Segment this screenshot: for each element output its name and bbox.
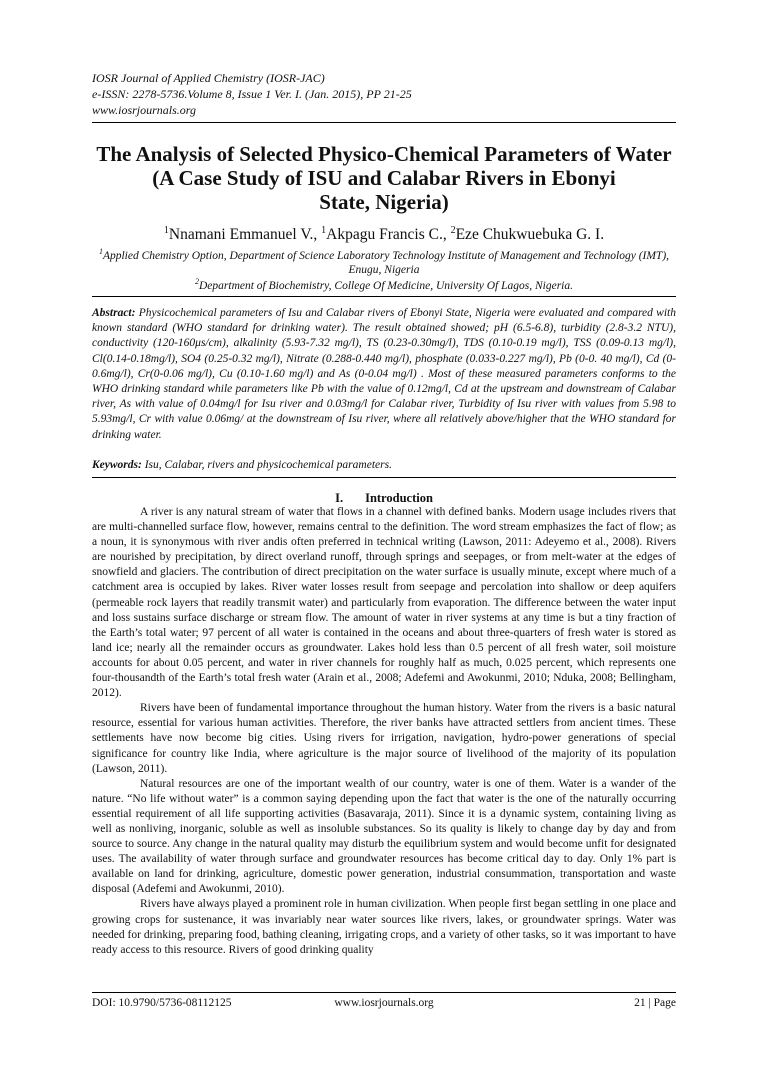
affiliation-text: Department of Biochemistry, College Of Medicine, University Of Lagos, Nigeria. bbox=[198, 279, 573, 292]
author-sup: 2 bbox=[450, 225, 456, 236]
abstract-top-rule bbox=[92, 296, 676, 297]
journal-header bbox=[92, 70, 676, 118]
journal-url: www.iosrjournals.org bbox=[92, 103, 197, 117]
affiliation-1 bbox=[92, 245, 676, 277]
abstract bbox=[92, 306, 676, 443]
abstract-label: Abstract: bbox=[92, 307, 136, 319]
paragraph: Natural resources are one of the important wealth of our country, water is one of them. Water is a wander of the nature. “No life without water” is a common saying depending upon the fact that water is the one of the naturally occurring essential requirement of all life supporting activities (Basavaraja, 2011). Since it is a dynamic system, containing living as well as nonliving, inorganic, soluble as well as insoluble substances. So its quality is likely to change day by day and from source to source. Any change in the natural quality may disturb the equilibrium system and would become unfit for designated uses. The availability of water through surface and groundwater resources has become critical day to day. Only 1% part is available on land for drinking, agriculture, domestic power generation, industrial consummation, transportation and waste disposal (Adefemi and Awokunmi, 2010). bbox=[92, 777, 676, 896]
footer-url[interactable]: www.iosrjournals.org bbox=[334, 997, 434, 1009]
footer-rule bbox=[92, 992, 676, 993]
author-name: Eze Chukwuebuka G. I. bbox=[455, 226, 605, 244]
footer-doi: DOI: 10.9790/5736-08112125 bbox=[92, 997, 232, 1009]
paragraph: A river is any natural stream of water that flows in a channel with defined banks. Modern usage includes rivers that are multi-channelled surface flow, however, remains central to the definition. The word stream emphasizes the fact of flow; as a noun, it is synonymous with river andis often preferred in technical writing (Lawson, 2011: Adeyemo et al., 2008). Rivers are nourished by precipitation, by direct overland runoff, through springs and seepages, or from melt-water at the edges of snowfield and glaciers. The contribution of direct precipitation on the water surface is usually minute, except where much of a catchment area is occupied by lakes. River water losses result from seepage and percolation into shallow or deep aquifers (permeable rock layers that readily transmit water) and particularly from evaporation. The difference between the water input and loss sustains surface discharge or stream flow. The amount of water in river systems at any time is but a tiny fraction of the Earth’s total water; 97 percent of all water is contained in the oceans and about three-quarters of fresh water is stored as land ice; nearly all the remainder occurs as groundwater. Lakes hold less than 0.5 percent of all fresh water, soil moisture accounts for about 0.05 percent, and water in river channels for roughly half as much, 0.025 percent, which represents one four-thousandth of the Earth’s total fresh water (Arain et al., 2008; Adefemi and Awokunmi, 2010; Nduka, 2008; Bellingham, 2012). bbox=[92, 506, 676, 700]
keywords-label: Keywords: bbox=[92, 459, 142, 471]
keywords-bottom-rule bbox=[92, 477, 676, 478]
paragraph: Rivers have always played a prominent role in human civilization. When people first began settling in one place and growing crops for sustenance, it was invariably near water sources like rivers, lakes, or groundwater springs. Water was needed for drinking, preparing food, bathing cleaning, irrigating crops, and a variety of other tasks, so it was important to have ready access to this resource. Rivers of good drinking quality bbox=[92, 898, 676, 956]
title-line-1: The Analysis of Selected Physico-Chemical Parameters of Water bbox=[96, 142, 672, 166]
paragraph: Rivers have been of fundamental importance throughout the human history. Water from the rivers is a basic natural resource, essential for various human activities. Therefore, the river banks have attracted settlers from ancient times. These settlements have now become big cities. Using rivers for irrigation, navigation, hydro-power generations of special significance for country like India, where agriculture is the major source of livelihood of the majority of its population (Lawson, 2011). bbox=[92, 702, 676, 775]
journal-issn: e-ISSN: 2278-5736.Volume 8, Issue 1 Ver. I. (Jan. 2015), PP 21-25 bbox=[92, 87, 412, 101]
affiliation-text: Applied Chemistry Option, Department of Science Laboratory Technology Institute of Management and Technology (IMT), Enugu, Nigeria bbox=[102, 249, 670, 276]
affiliation-sup: 2 bbox=[194, 277, 199, 286]
author-sup: 1 bbox=[163, 225, 169, 236]
section-number: I. bbox=[335, 491, 344, 505]
author-sup: 1 bbox=[321, 225, 327, 236]
footer-page-number: 21 | Page bbox=[634, 997, 676, 1009]
affiliation-2 bbox=[92, 275, 676, 293]
body-text bbox=[92, 505, 676, 958]
affiliation-sup: 1 bbox=[98, 247, 103, 256]
section-title: Introduction bbox=[365, 491, 433, 505]
title-line-3: State, Nigeria) bbox=[319, 190, 449, 214]
keywords bbox=[92, 458, 676, 473]
journal-name: IOSR Journal of Applied Chemistry (IOSR-JAC) bbox=[92, 71, 325, 85]
header-rule bbox=[92, 122, 676, 123]
author-name: Akpagu Francis C., bbox=[326, 226, 451, 244]
author-name: Nnamani Emmanuel V., bbox=[168, 226, 322, 244]
title-line-2: (A Case Study of ISU and Calabar Rivers in Ebonyi bbox=[152, 166, 616, 190]
paper-title bbox=[92, 142, 676, 214]
keywords-text: Isu, Calabar, rivers and physicochemical parameters. bbox=[141, 459, 392, 471]
abstract-text: Physicochemical parameters of Isu and Calabar rivers of Ebonyi State, Nigeria were evaluated and compared with known standard (WHO standard for drinking water). The result obtained showed; pH (6.5-6.8), turbidity (2.8-3.2 NTU), conductivity (120-160μs/cm), alkalinity (5.93-7.32 mg/l), TS (0.23-0.30mg/l), TDS (0.10-0.19 mg/l), TSS (0.09-0.13 mg/l), Cl(0.14-0.18mg/l), SO4 (0.25-0.32 mg/l), Nitrate (0.288-0.440 mg/l), phosphate (0.033-0.227 mg/l), Pb (0-0. 40 mg/l), Cd (0-0.6mg/l), Cr(0-0.06 mg/l), Cu (0.10-1.60 mg/l) and As (0-0.04 mg/l) . Most of these measured parameters conforms to the WHO drinking standard while parameters like Pb with the value of 0.12mg/l, Cd at the upstream and downstream of Calabar river, As with value of 0.04mg/l for Isu river and 0.03mg/l for Calabar river, Turbidity of Isu river with values from 5.98 to 5.93mg/l, Cr with value 0.06mg/ at the downstream of Isu river, where all relatively above/higher that the WHO standard for drinking water. bbox=[92, 307, 676, 441]
author-list bbox=[92, 222, 676, 244]
section-heading bbox=[92, 490, 676, 506]
